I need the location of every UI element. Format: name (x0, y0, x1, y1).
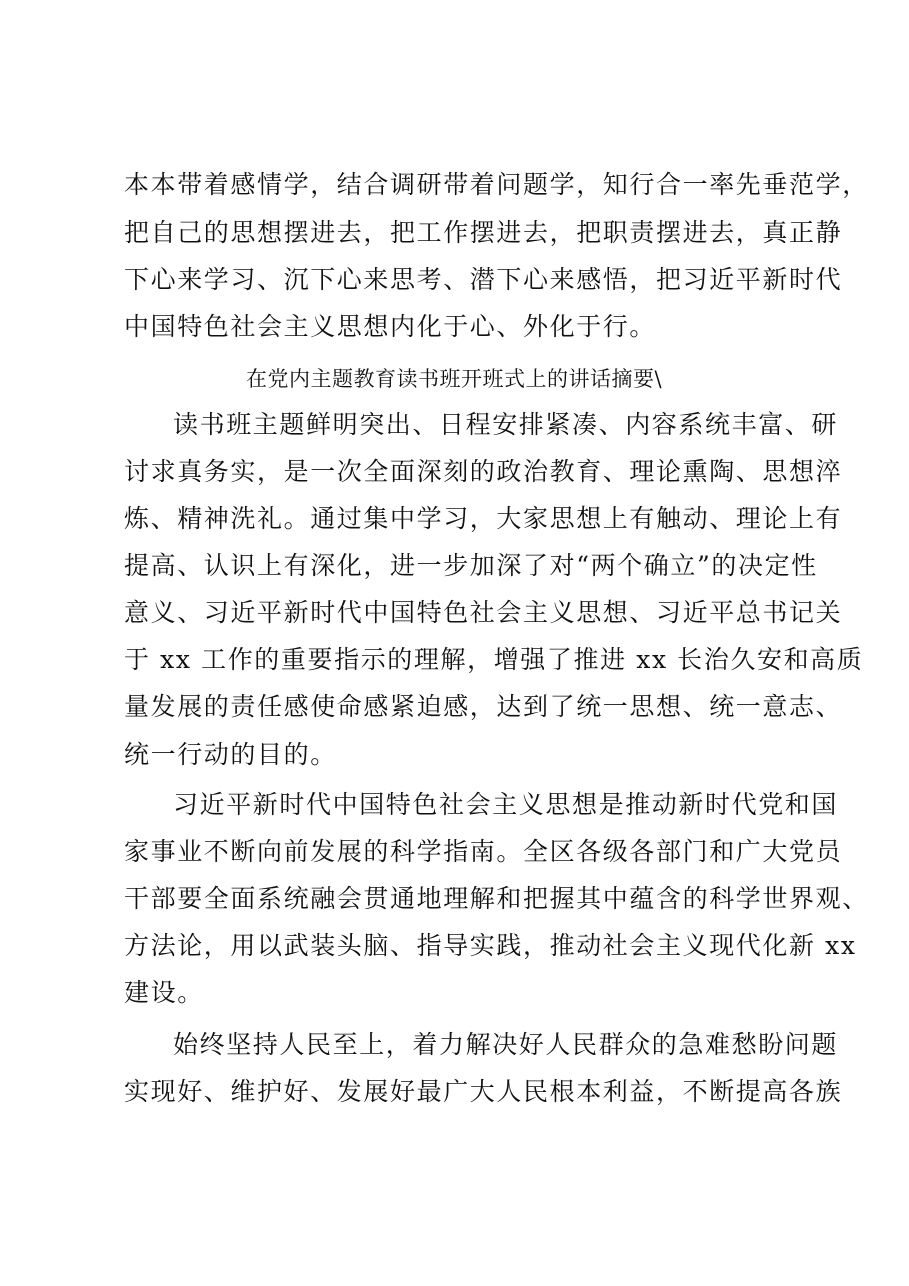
text-line: 习近平新时代中国特色社会主义思想是推动新时代党和国 (173, 790, 839, 819)
text-line: 统一行动的目的。 (124, 740, 337, 769)
text-line: 实现好、维护好、发展好最广大人民根本利益，不断提高各族 (124, 1077, 843, 1106)
text-line: 量发展的责任感使命感紧迫感，达到了统一思想、统一意志、 (124, 692, 843, 721)
text-line: 中国特色社会主义思想内化于心、外化于行。 (124, 312, 657, 341)
text-line: 家事业不断向前发展的科学指南。全区各级各部门和广大党员 (124, 837, 843, 866)
text-line: 炼、精神洗礼。通过集中学习，大家思想上有触动、理论上有 (124, 504, 843, 533)
text-line: 讨求真务实，是一次全面深刻的政治教育、理论熏陶、思想淬 (124, 457, 843, 486)
text-line: 始终坚持人民至上，着力解决好人民群众的急难愁盼问题 (173, 1030, 839, 1059)
text-line: 方法论，用以武装头脑、指导实践，推动社会主义现代化新 xx (124, 931, 857, 960)
section-title: 在党内主题教育读书班开班式上的讲话摘要\ (246, 367, 663, 391)
text-line: 建设。 (124, 978, 204, 1007)
text-line: 把自己的思想摆进去，把工作摆进去，把职责摆进去，真正静 (124, 218, 843, 247)
text-line: 提高、认识上有深化，进一步加深了对“两个确立”的决定性 (124, 551, 818, 580)
text-line: 本本带着感情学，结合调研带着问题学，知行合一率先垂范学， (124, 170, 869, 199)
text-line: 下心来学习、沉下心来思考、潜下心来感悟，把习近平新时代 (124, 265, 843, 294)
text-line: 于 xx 工作的重要指示的理解，增强了推进 xx 长治久安和高质 (124, 645, 864, 674)
text-line: 意义、习近平新时代中国特色社会主义思想、习近平总书记关 (124, 598, 843, 627)
text-line: 读书班主题鲜明突出、日程安排紧凑、内容系统丰富、研 (173, 410, 839, 439)
text-line: 干部要全面系统融会贯通地理解和把握其中蕴含的科学世界观、 (124, 884, 869, 913)
